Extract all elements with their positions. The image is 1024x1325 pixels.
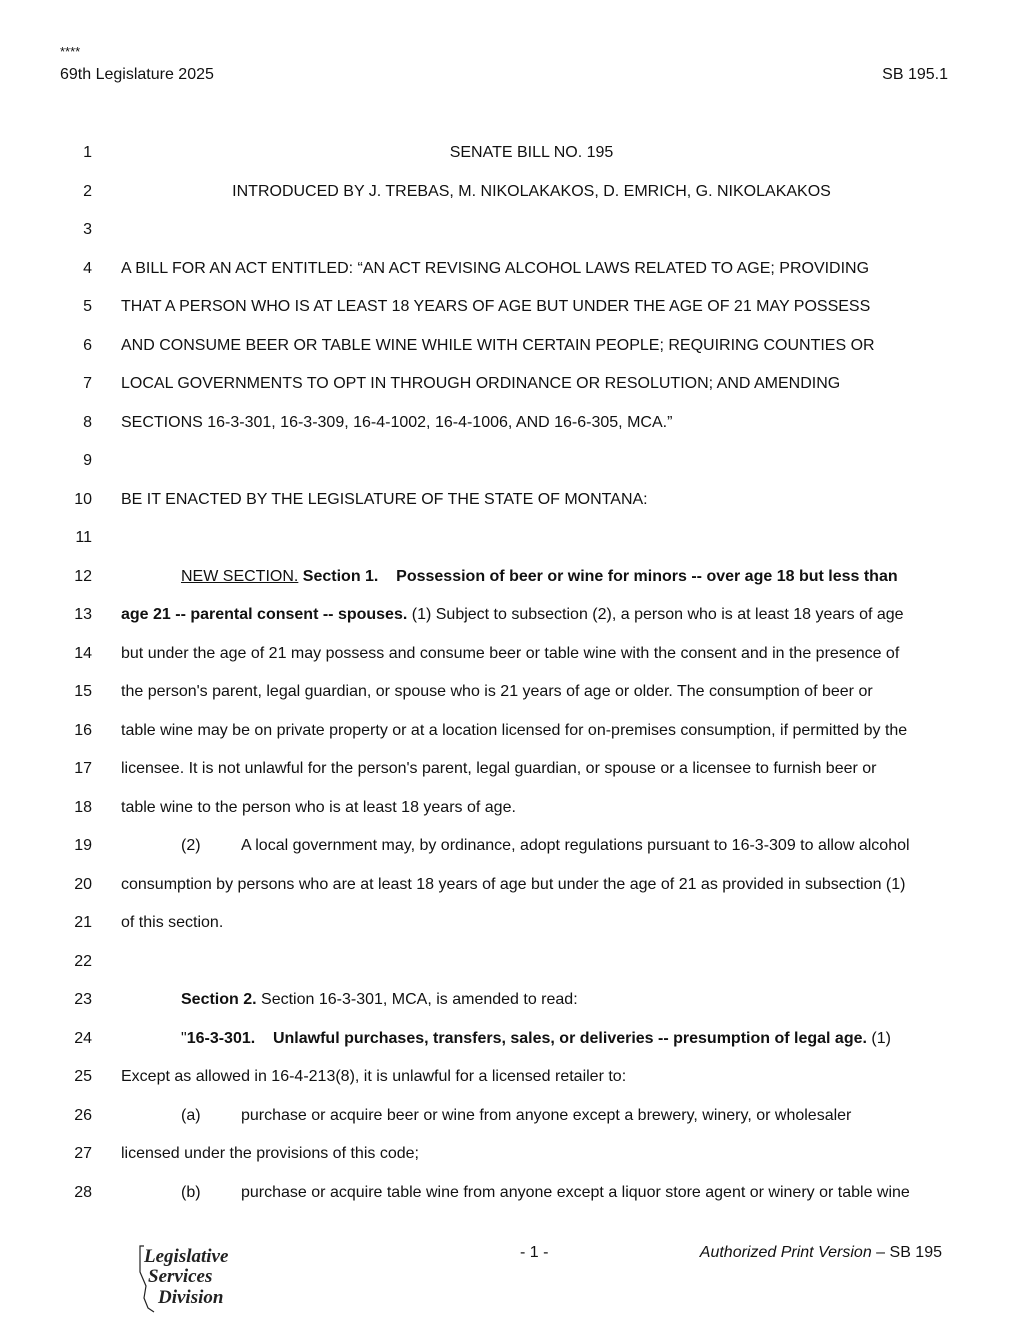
line-text: table wine may be on private property or at a location licensed for on-premises consumption, if permitted by the xyxy=(121,721,908,739)
line-number: 20 xyxy=(74,875,92,893)
bill-line xyxy=(0,714,1024,753)
line-text xyxy=(181,1184,942,1202)
line-number: 21 xyxy=(74,914,92,931)
authorized-bill: SB 195 xyxy=(889,1244,942,1261)
bill-text xyxy=(0,136,1024,1214)
line-number: 25 xyxy=(74,1068,92,1085)
bill-line xyxy=(0,1099,1024,1138)
line-number: 14 xyxy=(74,644,92,662)
line-number: 9 xyxy=(83,452,92,469)
line-number: 15 xyxy=(74,683,92,700)
line-number: 3 xyxy=(83,221,92,238)
code-section-number: 16-3-301. xyxy=(186,1029,256,1047)
line-number: 28 xyxy=(74,1183,92,1201)
bill-line xyxy=(0,1022,1024,1061)
legislative-services-division-logo xyxy=(134,1242,244,1319)
line-text: consumption by persons who are at least 18 years of age but under the age of 21 as provided in subsection (1) xyxy=(121,875,906,893)
bill-line xyxy=(0,290,1024,329)
section-heading: age 21 -- parental consent -- spouses. xyxy=(121,606,408,623)
bill-line xyxy=(0,521,1024,560)
bill-line xyxy=(0,868,1024,907)
line-number: 17 xyxy=(74,760,92,777)
bill-line xyxy=(0,483,1024,522)
section-body: Section 16-3-301, MCA, is amended to read: xyxy=(256,991,578,1008)
bill-line xyxy=(0,1137,1024,1176)
logo-word-legislative: Legislative xyxy=(144,1246,229,1267)
line-number: 22 xyxy=(74,952,92,970)
section-body: (1) xyxy=(866,1029,891,1047)
logo-word-services: Services xyxy=(148,1266,213,1287)
line-number: 5 xyxy=(83,298,92,315)
logo-word-division: Division xyxy=(158,1287,224,1308)
line-text: licensee. It is not unlawful for the person's parent, legal guardian, or spouse or a licensee to furnish beer or xyxy=(121,760,877,777)
bill-line xyxy=(0,136,1024,175)
line-number: 23 xyxy=(74,991,92,1008)
line-number: 19 xyxy=(74,837,92,854)
bill-line xyxy=(0,906,1024,945)
subsection-text: A local government may, by ordinance, adopt regulations pursuant to 16-3-309 to allow alcohol xyxy=(241,837,910,854)
bill-line xyxy=(0,983,1024,1022)
bill-line xyxy=(0,598,1024,637)
bill-title: SENATE BILL NO. 195 xyxy=(449,144,614,161)
bill-line xyxy=(0,367,1024,406)
bill-line xyxy=(0,637,1024,676)
bill-line xyxy=(0,829,1024,868)
line-number: 27 xyxy=(74,1145,92,1162)
authorized-separator: – xyxy=(871,1244,890,1261)
line-number: 18 xyxy=(74,798,92,816)
bill-line xyxy=(0,675,1024,714)
code-section-heading: Unlawful purchases, transfers, sales, or deliveries -- presumption of legal age. xyxy=(272,1029,867,1047)
line-number: 8 xyxy=(83,413,92,431)
line-number: 2 xyxy=(83,182,92,200)
subsection-label: (a) xyxy=(181,1106,201,1124)
line-text: SECTIONS 16-3-301, 16-3-309, 16-4-1002, 16-4-1006, AND 16-6-305, MCA.” xyxy=(121,413,673,431)
line-text xyxy=(181,1030,942,1048)
bill-line xyxy=(0,791,1024,830)
bill-line xyxy=(0,945,1024,984)
bill-line xyxy=(0,1176,1024,1215)
bill-line xyxy=(0,213,1024,252)
line-number: 1 xyxy=(83,144,92,161)
line-text: but under the age of 21 may possess and consume beer or table wine with the consent and in the presence of xyxy=(121,644,900,662)
line-number: 26 xyxy=(74,1106,92,1124)
authorized-print-version xyxy=(700,1244,942,1262)
page-number: - 1 - xyxy=(520,1244,549,1261)
authorized-label: Authorized Print Version xyxy=(699,1244,872,1261)
bill-line xyxy=(0,1060,1024,1099)
bill-line xyxy=(0,329,1024,368)
bill-line xyxy=(0,252,1024,291)
enacting-clause: BE IT ENACTED BY THE LEGISLATURE OF THE STATE OF MONTANA: xyxy=(121,490,648,508)
line-text xyxy=(121,606,942,624)
subsection-label: (b) xyxy=(181,1183,201,1201)
line-number: 6 xyxy=(83,336,92,354)
line-text xyxy=(181,568,942,586)
line-text: A BILL FOR AN ACT ENTITLED: “AN ACT REVISING ALCOHOL LAWS RELATED TO AGE; PROVIDING xyxy=(121,259,870,277)
bill-line xyxy=(0,175,1024,214)
line-text: AND CONSUME BEER OR TABLE WINE WHILE WITH CERTAIN PEOPLE; REQUIRING COUNTIES OR xyxy=(121,336,875,354)
line-number: 11 xyxy=(75,529,92,546)
line-number: 4 xyxy=(83,259,92,277)
line-text: Except as allowed in 16-4-213(8), it is unlawful for a licensed retailer to: xyxy=(121,1068,627,1085)
bill-sponsors: INTRODUCED BY J. TREBAS, M. NIKOLAKAKOS, D. EMRICH, G. NIKOLAKAKOS xyxy=(232,182,831,200)
line-number: 7 xyxy=(83,375,92,392)
line-text: licensed under the provisions of this code; xyxy=(121,1145,419,1162)
line-number: 10 xyxy=(74,490,92,508)
header-stars: **** xyxy=(60,44,81,59)
bill-line xyxy=(0,406,1024,445)
line-text xyxy=(181,991,942,1009)
line-text: of this section. xyxy=(121,914,224,931)
section-number: Section 2. xyxy=(181,991,257,1008)
section-body: (1) Subject to subsection (2), a person who is at least 18 years of age xyxy=(407,606,904,623)
subsection-text: purchase or acquire beer or wine from anyone except a brewery, winery, or wholesaler xyxy=(241,1106,852,1124)
line-text: LOCAL GOVERNMENTS TO OPT IN THROUGH ORDINANCE OR RESOLUTION; AND AMENDING xyxy=(121,375,841,392)
new-section-label: NEW SECTION. xyxy=(181,567,299,585)
line-number: 16 xyxy=(74,721,92,739)
line-number: 24 xyxy=(74,1029,92,1047)
bill-line xyxy=(0,560,1024,599)
subsection-text: purchase or acquire table wine from anyone except a liquor store agent or winery or table wine xyxy=(241,1183,910,1201)
line-text xyxy=(181,837,942,855)
line-text: table wine to the person who is at least 18 years of age. xyxy=(121,798,516,816)
line-number: 12 xyxy=(74,567,92,585)
bill-line xyxy=(0,444,1024,483)
section-number: Section 1. xyxy=(302,567,379,585)
logo-graphic xyxy=(134,1242,244,1314)
bill-id: SB 195.1 xyxy=(882,66,948,83)
legislature-label: 69th Legislature 2025 xyxy=(60,66,214,83)
section-heading: Possession of beer or wine for minors -- over age 18 but less than xyxy=(396,567,898,585)
line-number: 13 xyxy=(74,606,92,623)
line-text xyxy=(181,1107,942,1125)
subsection-label: (2) xyxy=(181,837,201,854)
line-text: THAT A PERSON WHO IS AT LEAST 18 YEARS OF AGE BUT UNDER THE AGE OF 21 MAY POSSESS xyxy=(121,298,871,315)
line-text: the person's parent, legal guardian, or spouse who is 21 years of age or older. The consumption of beer or xyxy=(121,683,873,700)
bill-line xyxy=(0,752,1024,791)
open-quote: " xyxy=(181,1029,187,1047)
